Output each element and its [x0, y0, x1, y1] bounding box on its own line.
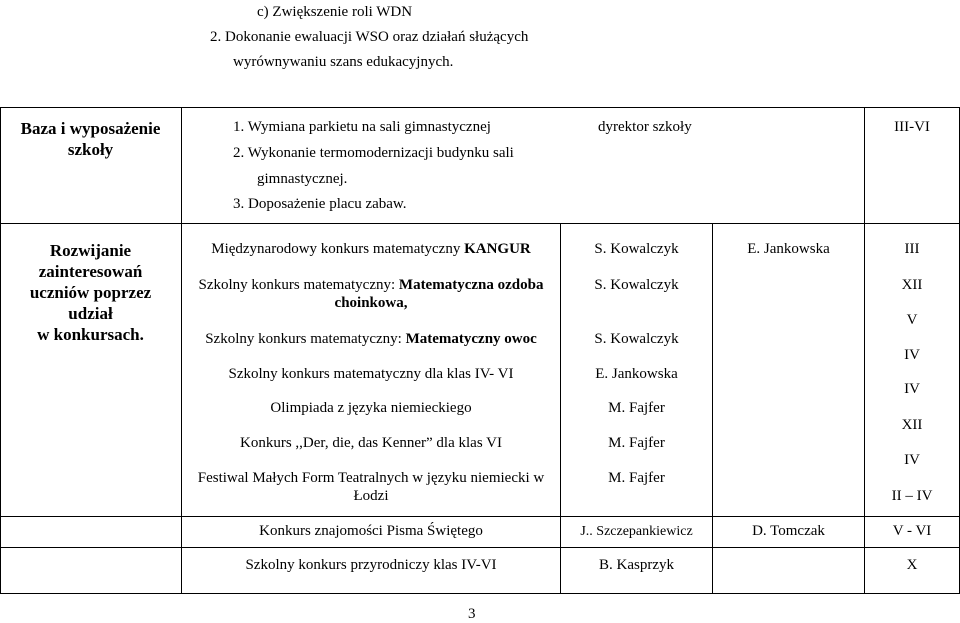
classes-9: V - VI: [892, 523, 932, 539]
task-przyrodniczy: Szkolny konkurs przyrodniczy klas IV-VI: [245, 557, 497, 573]
second-2: D. Tomczak: [752, 523, 825, 539]
list-item-c: c) Zwiększenie roli WDN: [257, 4, 413, 20]
area-konkursy-line1: Rozwijanie: [49, 241, 132, 260]
page-number: 3: [468, 606, 476, 622]
classes-8: II – IV: [891, 488, 933, 504]
responsible-3: S. Kowalczyk: [594, 331, 679, 347]
table-border: [0, 547, 960, 548]
responsible-9: B. Kasprzyk: [599, 557, 674, 573]
task-termo-cont: gimnastycznej.: [257, 171, 348, 187]
classes-5: IV: [904, 381, 920, 397]
task-owoc: Szkolny konkurs matematyczny: Matematyczny owoc: [205, 331, 537, 347]
responsible-4: E. Jankowska: [595, 366, 678, 382]
task-ozdoba-cont: choinkowa,: [334, 295, 408, 311]
task-kangur: Międzynarodowy konkurs matematyczny KANGUR: [211, 241, 531, 257]
responsible-2: S. Kowalczyk: [594, 277, 679, 293]
task-termo: 2. Wykonanie termomodernizacji budynku sali: [233, 145, 514, 161]
task-festiwal: Festiwal Małych Form Teatralnych w języku niemiecki w: [197, 470, 545, 486]
table-border: [0, 107, 960, 108]
table-border: [0, 516, 960, 517]
classes-3: V: [906, 312, 918, 328]
responsible-8: J.. Szczepankiewicz: [580, 524, 693, 539]
responsible-6: M. Fajfer: [608, 435, 665, 451]
task-parkiet: 1. Wymiana parkietu na sali gimnastycznej: [233, 119, 491, 135]
classes-baza: III-VI: [894, 119, 930, 135]
table-border: [181, 107, 182, 594]
table-border: [0, 593, 960, 594]
task-olimpiada: Olimpiada z języka niemieckiego: [270, 400, 472, 416]
area-konkursy-line4: udział: [68, 304, 113, 323]
responsible-7: M. Fajfer: [608, 470, 665, 486]
task-pismo: Konkurs znajomości Pisma Świętego: [259, 523, 483, 539]
responsible-1: S. Kowalczyk: [594, 241, 679, 257]
classes-4: IV: [904, 347, 920, 363]
responsible-5: M. Fajfer: [608, 400, 665, 416]
responsible-baza: dyrektor szkoły: [598, 119, 692, 135]
classes-1: III: [904, 241, 920, 257]
area-konkursy-line2: zainteresowań: [38, 262, 143, 281]
list-item-2: 2. Dokonanie ewaluacji WSO oraz działań służących: [210, 29, 529, 45]
task-klas: Szkolny konkurs matematyczny dla klas IV- VI: [228, 366, 514, 382]
area-konkursy-line5: w konkursach.: [37, 325, 144, 344]
area-baza-line1: Baza i wyposażenie: [20, 119, 161, 138]
classes-7: IV: [904, 452, 920, 468]
classes-10: X: [906, 557, 918, 573]
classes-2: XII: [901, 277, 923, 293]
task-der: Konkurs ,,Der, die, das Kenner” dla klas VI: [240, 435, 502, 451]
area-baza-line2: szkoły: [67, 140, 114, 159]
list-item-2-cont: wyrównywaniu szans edukacyjnych.: [233, 54, 454, 70]
classes-6: XII: [901, 417, 923, 433]
task-ozdoba: Szkolny konkurs matematyczny: Matematyczna ozdoba: [198, 277, 544, 293]
table-border: [0, 223, 960, 224]
task-festiwal-cont: Łodzi: [353, 488, 389, 504]
area-konkursy-line3: uczniów poprzez: [29, 283, 152, 302]
task-plac: 3. Doposażenie placu zabaw.: [233, 196, 407, 212]
second-1: E. Jankowska: [747, 241, 830, 257]
table-border: [0, 107, 1, 594]
